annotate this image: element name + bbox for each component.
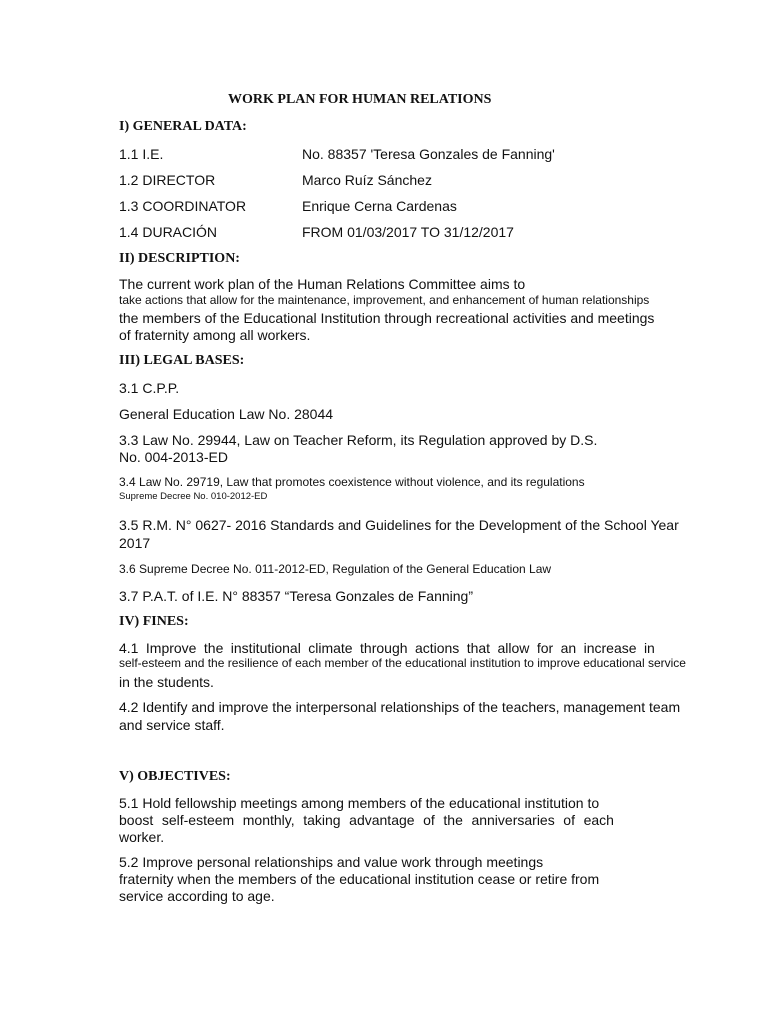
word: the [203,640,224,656]
description-line: take actions that allow for the maintenance, improvement, and enhancement of human relationships [119,293,650,307]
section-heading-fines: IV) FINES: [119,614,189,629]
section-heading-description: II) DESCRIPTION: [119,251,240,266]
general-data-value: Marco Ruíz Sánchez [302,172,432,188]
word: advantage [349,812,415,828]
document-title: WORK PLAN FOR HUMAN RELATIONS [228,92,492,107]
legal-basis-item: General Education Law No. 28044 [119,406,334,422]
section-heading-legal-bases: III) LEGAL BASES: [119,353,245,368]
word: climate [308,640,353,656]
objectives-item-line: service according to age. [119,888,275,904]
word: increase [583,640,637,656]
general-data-value: No. 88357 'Teresa Gonzales de Fanning' [302,146,555,162]
word: of [563,812,575,828]
word: each [583,812,614,828]
word: the [443,812,463,828]
word: actions [414,640,460,656]
description-line: of fraternity among all workers. [119,327,311,343]
objectives-item-line: 5.2 Improve personal relationships and value work through meetings [119,854,544,870]
general-data-label: 1.1 I.E. [119,146,164,162]
word: monthly, [242,812,295,828]
word: an [560,640,577,656]
description-line: the members of the Educational Institution through recreational activities and meetings [119,310,655,326]
word: allow [497,640,530,656]
objectives-item-line: 5.1 Hold fellowship meetings among members of the educational institution to [119,795,600,811]
fines-item-line-justified [119,640,655,657]
legal-basis-item: 3.7 P.A.T. of I.E. N° 88357 “Teresa Gonzales de Fanning” [119,588,473,604]
legal-basis-item: 3.4 Law No. 29719, Law that promotes coexistence without violence, and its regulations [119,475,585,489]
word: in [643,640,655,656]
word: institutional [230,640,301,656]
word: taking [303,812,341,828]
legal-basis-item: 3.5 R.M. N° 0627- 2016 Standards and Guidelines for the Development of the School Year [119,517,679,533]
legal-basis-item: No. 004-2013-ED [119,449,228,465]
legal-basis-item: 3.1 C.P.P. [119,380,180,396]
word: 4.1 [119,640,139,656]
section-heading-general-data: I) GENERAL DATA: [119,119,247,134]
legal-basis-item: 3.3 Law No. 29944, Law on Teacher Reform, its Regulation approved by D.S. [119,432,598,448]
section-heading-objectives: V) OBJECTIVES: [119,769,231,784]
general-data-label: 1.4 DURACIÓN [119,224,218,240]
legal-basis-item: Supreme Decree No. 010-2012-ED [119,491,268,502]
word: self-esteem [161,812,235,828]
word: of [423,812,435,828]
fines-item-line: self-esteem and the resilience of each member of the educational institution to improve educational service [119,656,686,670]
general-data-label: 1.3 COORDINATOR [119,198,247,214]
fines-item-line: and service staff. [119,717,225,733]
objectives-item-line: fraternity when the members of the educational institution cease or retire from [119,871,600,887]
description-line: The current work plan of the Human Relations Committee aims to [119,276,526,292]
word: anniversaries [471,812,555,828]
word: Improve [145,640,197,656]
general-data-value: FROM 01/03/2017 TO 31/12/2017 [302,224,514,240]
fines-item-line: 4.2 Identify and improve the interpersonal relationships of the teachers, management team [119,699,681,715]
objectives-item-line-justified [119,812,614,829]
legal-basis-item: 2017 [119,535,151,551]
objectives-item-line: worker. [119,829,165,845]
fines-item-line: in the students. [119,674,214,690]
general-data-label: 1.2 DIRECTOR [119,172,216,188]
word: through [360,640,408,656]
general-data-value: Enrique Cerna Cardenas [302,198,457,214]
legal-basis-item: 3.6 Supreme Decree No. 011-2012-ED, Regulation of the General Education Law [119,562,552,576]
word: that [466,640,491,656]
word: boost [119,812,154,828]
word: for [536,640,554,656]
